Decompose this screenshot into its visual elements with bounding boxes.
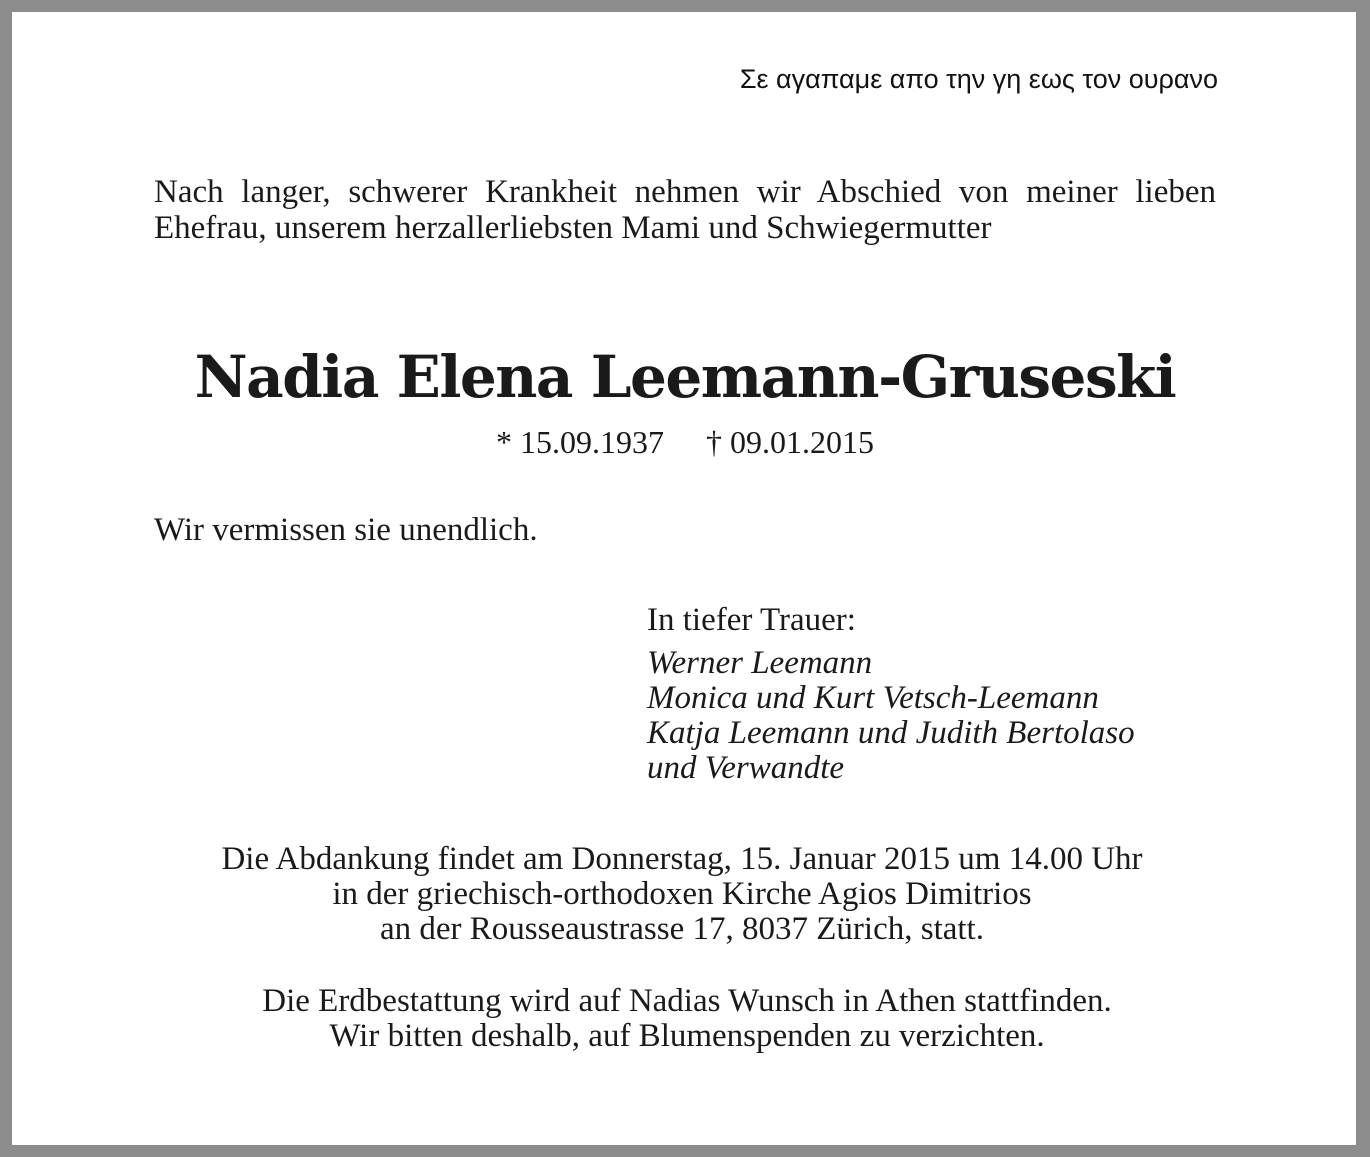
ceremony-line: Die Abdankung findet am Donnerstag, 15. Januar 2015 um 14.00 Uhr [221, 841, 1143, 877]
greek-motto: Σε αγαπαμε απο την γη εως τον ουρανο [739, 64, 1218, 94]
birth-date: * 15.09.1937 [496, 424, 664, 460]
mourner-name: und Verwandte [647, 750, 845, 786]
intro-paragraph: Nach langer, schwerer Krankheit nehmen wir Abschied von meiner lieben Ehefrau, unserem herzallerliebsten Mami und Schwiegermutter [154, 174, 1216, 246]
mourners-list [647, 646, 1135, 786]
deceased-name: Nadia Elena Leemann-Gruseski [194, 343, 1176, 411]
mourner-name: Monica und Kurt Vetsch-Leemann [647, 680, 1099, 716]
closing-line: Wir vermissen sie unendlich. [154, 512, 538, 548]
burial-line: Die Erdbestattung wird auf Nadias Wunsch in Athen stattfinden. [262, 983, 1112, 1019]
death-date: † 09.01.2015 [706, 424, 874, 460]
ceremony-notice [154, 842, 1210, 947]
mourner-name: Katja Leemann und Judith Bertolaso [647, 715, 1135, 751]
life-dates [154, 424, 1216, 460]
mourner-name: Werner Leemann [647, 645, 873, 681]
mourners-block [647, 602, 1135, 786]
ceremony-line: an der Rousseaustrasse 17, 8037 Zürich, statt. [380, 911, 984, 947]
obituary-page [12, 12, 1356, 1145]
burial-notice [154, 984, 1220, 1054]
mourners-heading: In tiefer Trauer: [647, 602, 856, 638]
burial-line: Wir bitten deshalb, auf Blumenspenden zu verzichten. [329, 1018, 1045, 1054]
ceremony-line: in der griechisch-orthodoxen Kirche Agios Dimitrios [332, 876, 1032, 912]
